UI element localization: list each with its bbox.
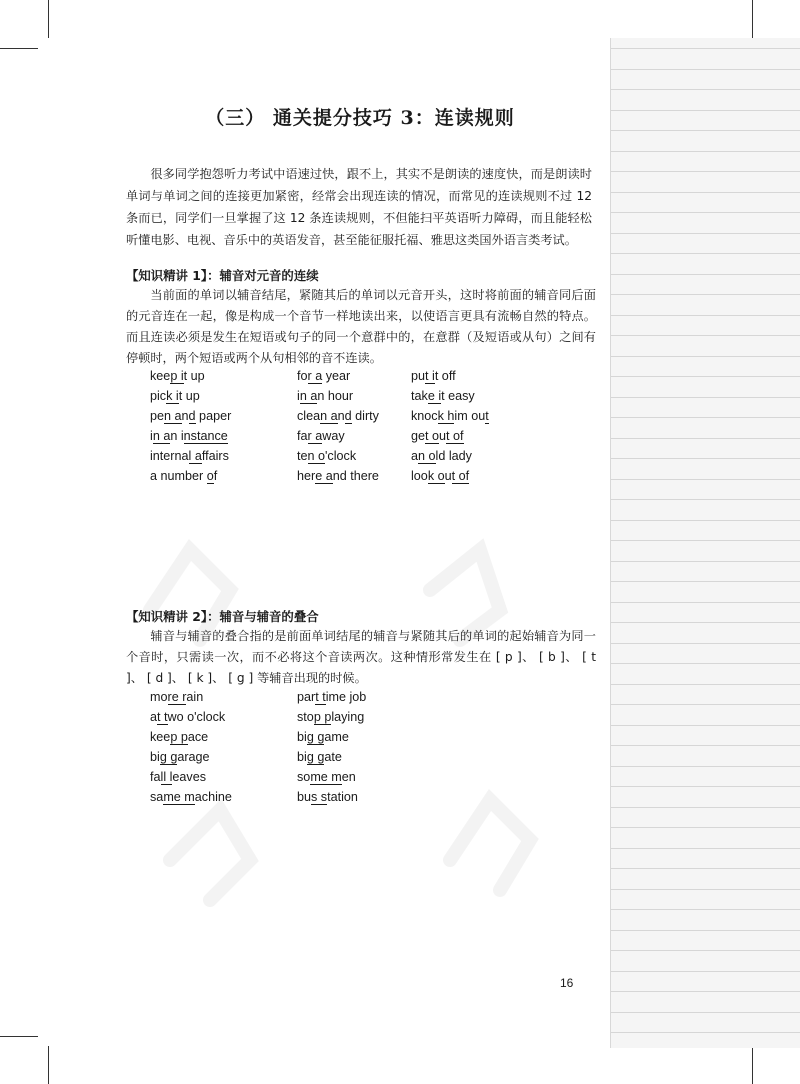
ruled-line bbox=[611, 663, 800, 664]
section2-heading: 【知识精讲 2】：辅音与辅音的叠合 bbox=[126, 609, 319, 624]
ruled-line bbox=[611, 458, 800, 459]
ruled-line bbox=[611, 171, 800, 172]
ruled-line bbox=[611, 807, 800, 808]
ruled-line bbox=[611, 253, 800, 254]
ruled-line bbox=[611, 233, 800, 234]
crop-mark bbox=[48, 0, 49, 38]
example-phrase: a number of bbox=[150, 469, 218, 483]
ruled-line bbox=[611, 581, 800, 582]
ruled-line bbox=[611, 1012, 800, 1013]
example-phrase: internal affairs bbox=[150, 449, 229, 463]
ruled-line bbox=[611, 499, 800, 500]
ruled-line bbox=[611, 889, 800, 890]
ruled-line bbox=[611, 376, 800, 377]
example-phrase: some men bbox=[297, 770, 356, 784]
ruled-line bbox=[611, 848, 800, 849]
section2-body: 辅音与辅音的叠合指的是前面单词结尾的辅音与紧随其后的单词的起始辅音为同一个音时，只需读一次，而不必将这个音读两次。这种情形常发生在 [ p ]、 [ b ]、 [ t ]、 [ d ]、 [ k ]、 [ g ] 等辅音出现的时候。 bbox=[126, 629, 596, 685]
crop-mark bbox=[0, 1036, 38, 1037]
example-phrase: part time job bbox=[297, 690, 367, 704]
ruled-line bbox=[611, 438, 800, 439]
ruled-line bbox=[611, 622, 800, 623]
example-phrase: in an hour bbox=[297, 389, 354, 403]
crop-mark bbox=[752, 0, 753, 38]
example-phrase: take it easy bbox=[411, 389, 475, 403]
ruled-line bbox=[611, 643, 800, 644]
ruled-line bbox=[611, 561, 800, 562]
example-phrase: look out of bbox=[411, 469, 470, 483]
ruled-line bbox=[611, 335, 800, 336]
ruled-line bbox=[611, 930, 800, 931]
ruled-line bbox=[611, 294, 800, 295]
ruled-line bbox=[611, 950, 800, 951]
page-number: 16 bbox=[560, 976, 574, 990]
ruled-line bbox=[611, 479, 800, 480]
example-phrase: same machine bbox=[150, 790, 232, 804]
example-phrase: in an instance bbox=[150, 429, 228, 443]
notes-panel bbox=[610, 38, 800, 1048]
example-phrase: keep pace bbox=[150, 730, 209, 744]
section1-body: 当前面的单词以辅音结尾，紧随其后的单词以元音开头，这时将前面的辅音同后面的元音连在一起，像是构成一个音节一样地读出来，以使语言更具有流畅自然的特点。而且连读必须是发生在短语或句子的同一个意群中的，在意群（及短语或从句）之间有停顿时，两个短语或两个从句相邻的音不连读。 bbox=[126, 288, 596, 365]
example-phrase: big game bbox=[297, 730, 349, 744]
ruled-line bbox=[611, 684, 800, 685]
example-phrase: here and there bbox=[297, 469, 379, 483]
ruled-line bbox=[611, 1032, 800, 1033]
example-phrase: get out of bbox=[411, 429, 464, 443]
page-title: （三） 通关提分技巧 3：连读规则 bbox=[205, 107, 515, 129]
section1-heading: 【知识精讲 1】：辅音对元音的连续 bbox=[126, 268, 319, 283]
ruled-line bbox=[611, 827, 800, 828]
example-phrase: pen and paper bbox=[150, 409, 232, 423]
ruled-line bbox=[611, 520, 800, 521]
example-phrase: for a year bbox=[297, 369, 351, 383]
example-phrase: fall leaves bbox=[150, 770, 207, 784]
ruled-line bbox=[611, 274, 800, 275]
ruled-line bbox=[611, 130, 800, 131]
ruled-line bbox=[611, 704, 800, 705]
example-phrase: far away bbox=[297, 429, 345, 443]
ruled-line bbox=[611, 397, 800, 398]
crop-mark bbox=[0, 48, 38, 49]
crop-mark bbox=[48, 1046, 49, 1084]
ruled-line bbox=[611, 212, 800, 213]
intro-paragraph: 很多同学抱怨听力考试中语速过快，跟不上，其实不是朗读的速度快，而是朗读时单词与单词之间的连接更加紧密，经常会出现连读的情况，而常见的连读规则不过 12 条而已，同学们一旦掌握了这 12 条连读规则，不但能扫平英语听力障碍，而且能轻松听懂电影、电视、音乐中的英语发音，甚至能征服托福、雅思这类国外语言类考试。 bbox=[126, 167, 592, 247]
ruled-line bbox=[611, 417, 800, 418]
example-phrase: big garage bbox=[150, 750, 210, 764]
example-phrase: an old lady bbox=[411, 449, 472, 463]
example-phrase: bus station bbox=[297, 790, 358, 804]
example-phrase: knock him out bbox=[411, 409, 489, 423]
example-phrase: at two o'clock bbox=[150, 710, 226, 724]
example-phrase: stop playing bbox=[297, 710, 365, 724]
ruled-line bbox=[611, 151, 800, 152]
ruled-line bbox=[611, 89, 800, 90]
crop-mark bbox=[752, 1046, 753, 1084]
example-phrase: pick it up bbox=[150, 389, 200, 403]
ruled-line bbox=[611, 315, 800, 316]
ruled-line bbox=[611, 909, 800, 910]
ruled-line bbox=[611, 971, 800, 972]
example-phrase: big gate bbox=[297, 750, 342, 764]
ruled-line bbox=[611, 192, 800, 193]
ruled-line bbox=[611, 356, 800, 357]
example-phrase: put it off bbox=[411, 369, 456, 383]
ruled-line bbox=[611, 991, 800, 992]
example-phrase: clean and dirty bbox=[297, 409, 379, 423]
ruled-line bbox=[611, 725, 800, 726]
ruled-line bbox=[611, 766, 800, 767]
ruled-line bbox=[611, 69, 800, 70]
example-phrase: more rain bbox=[150, 690, 204, 704]
example-phrase: ten o'clock bbox=[297, 449, 357, 463]
ruled-line bbox=[611, 540, 800, 541]
ruled-line bbox=[611, 868, 800, 869]
example-phrase: keep it up bbox=[150, 369, 205, 383]
ruled-line bbox=[611, 745, 800, 746]
ruled-line bbox=[611, 786, 800, 787]
ruled-line bbox=[611, 48, 800, 49]
ruled-line bbox=[611, 602, 800, 603]
